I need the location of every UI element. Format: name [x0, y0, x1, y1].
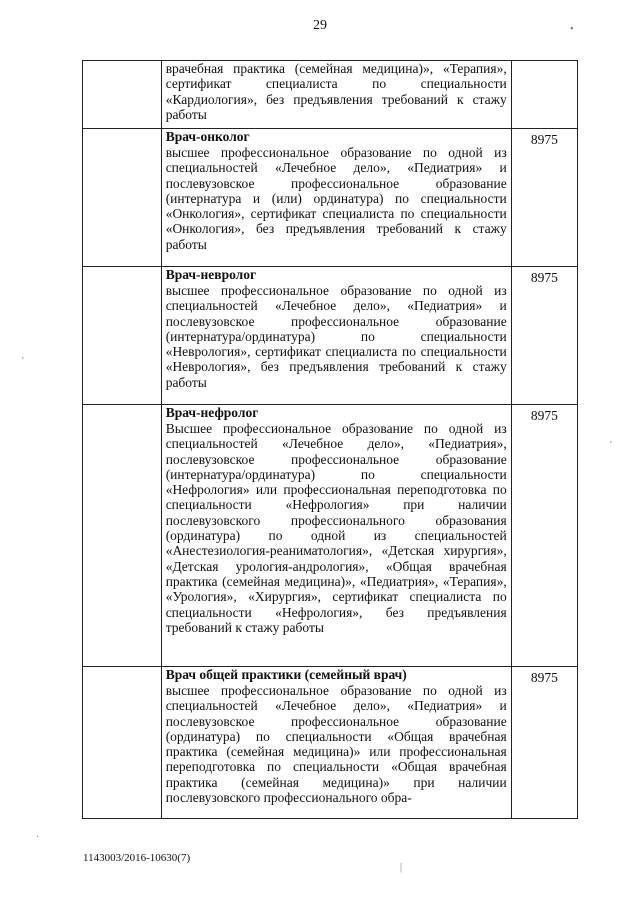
position-title: Врач общей практики (семейный врач)	[165, 667, 407, 682]
position-title: Врач-невролог	[165, 267, 257, 282]
salary-cell: 8975	[511, 667, 577, 819]
description-cell	[161, 267, 511, 405]
document-footer-code: 1143003/2016-10630(7)	[83, 852, 191, 864]
position-title: Врач-нефролог	[165, 405, 259, 420]
qualification-table	[82, 60, 578, 819]
empty-cell	[83, 129, 162, 267]
requirements-text: высшее профессиональное образование по одной из специальностей «Лечебное дело», «Педиатрия» и послевузовское профессиональное образование (интернатура и (или) ординатура) по специальности «Онкология», сертификат специалиста по специальности «Онкология», без предъявления требований к стажу работы	[165, 145, 507, 252]
table-row	[83, 267, 578, 405]
position-title: Врач-онколог	[165, 129, 250, 144]
empty-cell	[83, 61, 162, 129]
salary-cell: 8975	[511, 267, 577, 405]
salary-cell: 8975	[511, 129, 577, 267]
table-row	[83, 667, 578, 819]
scan-mark: ·	[36, 832, 40, 843]
description-cell	[161, 405, 511, 667]
requirements-text: Высшее профессиональное образование по одной из специальностей «Лечебное дело», «Педиатрия», послевузовское профессиональное образование (интернатура/ординатура) по специальности «Нефрология» или профессиональная переподготовка по специальности «Нефрология» при наличии послевузовского профессионального образования (ординатура) по одной из специальностей «Анестезиология-реаниматология», «Детская хирургия», «Детская урология-андрология», «Общая врачебная практика (семейная медицина)», «Педиатрия», «Терапия», «Урология», «Хирургия», сертификат специалиста по специальности «Нефрология», без предъявления требований к стажу работы	[165, 421, 507, 635]
scan-mark: '	[22, 356, 24, 367]
requirements-text: высшее профессиональное образование по одной из специальностей «Лечебное дело», «Педиатрия» и послевузовское профессиональное образование (интернатура/ординатура) по специальности «Неврология», сертификат специалиста по специальности «Неврология», без предъявления требований к стажу работы	[165, 283, 507, 390]
empty-cell	[83, 667, 162, 819]
table-row	[83, 61, 578, 129]
page-number: 29	[313, 18, 327, 33]
scan-mark: '	[610, 440, 612, 451]
requirements-text: высшее профессиональное образование по одной из специальностей «Лечебное дело», «Педиатрия» и послевузовское профессиональное образование (ординатура) по специальности «Общая врачебная практика (семейная медицина)» или профессиональная переподготовка по специальности «Общая врачебная практика (семейная медицина)» при наличии послевузовского профессионального обра-	[165, 683, 507, 806]
scan-mark: |	[400, 862, 403, 873]
description-cell	[161, 667, 511, 819]
salary-cell	[511, 61, 577, 129]
salary-cell: 8975	[511, 405, 577, 667]
description-cell	[161, 61, 511, 129]
scan-mark: •	[570, 24, 574, 35]
empty-cell	[83, 267, 162, 405]
requirements-text: врачебная практика (семейная медицина)», «Терапия», сертификат специалиста по специальности «Кардиология», без предъявления требований к стажу работы	[165, 61, 507, 122]
table-row	[83, 405, 578, 667]
empty-cell	[83, 405, 162, 667]
table-row	[83, 129, 578, 267]
description-cell	[161, 129, 511, 267]
